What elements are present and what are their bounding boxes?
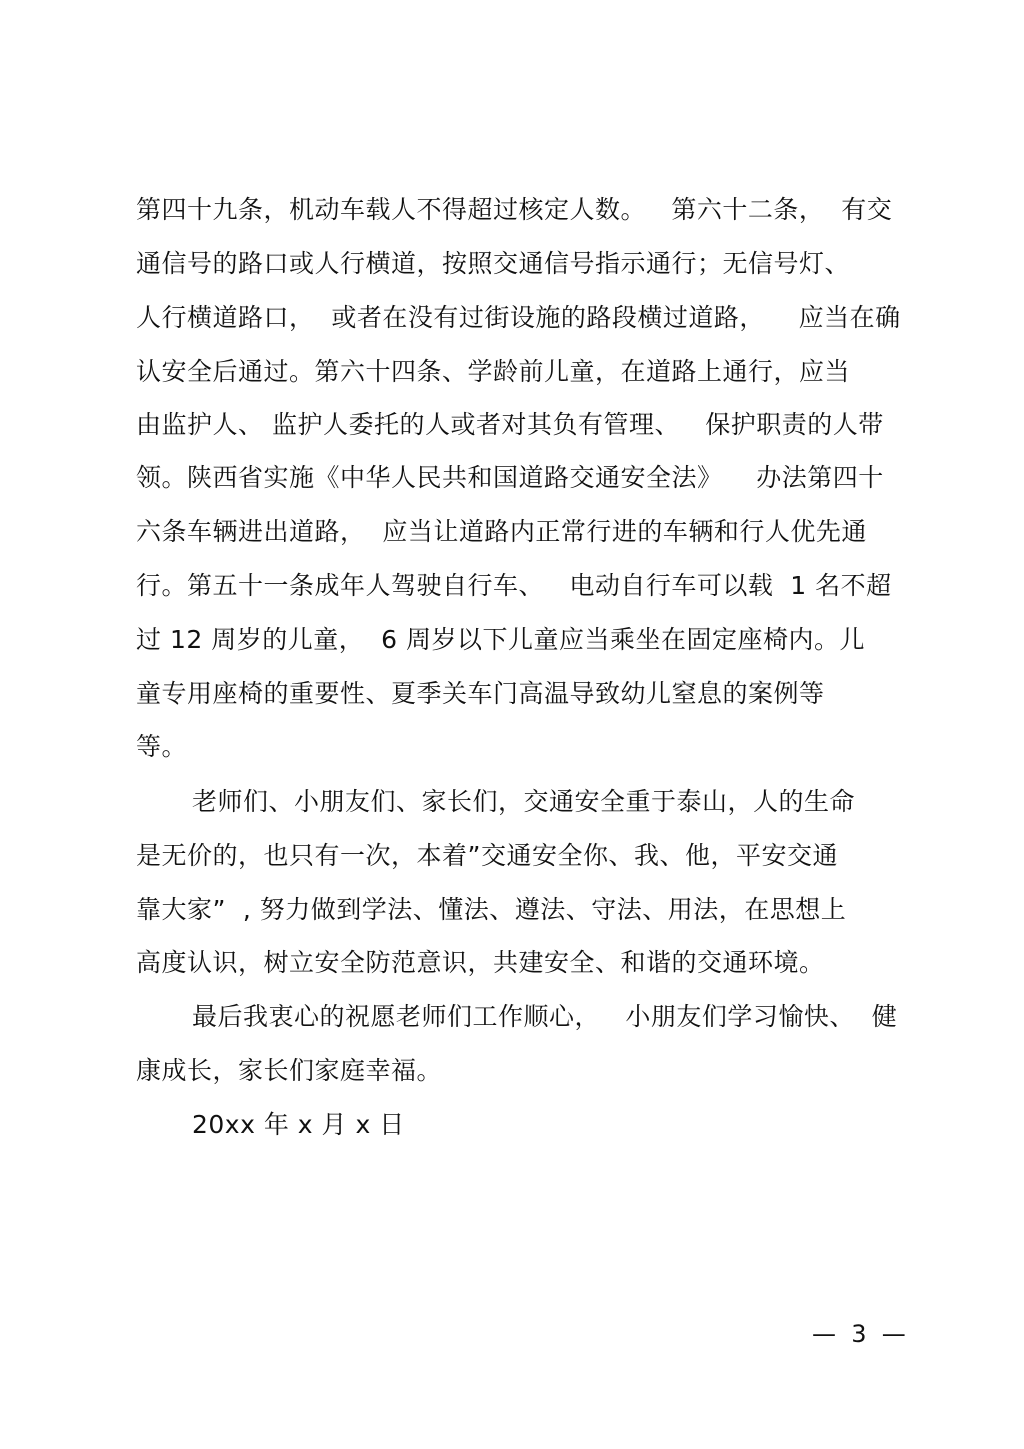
text-line-15: 高度认识，树立安全防范意识，共建安全、和谐的交通环境。 xyxy=(136,948,825,977)
date-line: 20xx 年 x 月 x 日 xyxy=(192,1110,405,1139)
text-line-8: 行。第五十一条成年人驾驶自行车、 电动自行车可以载 1 名不超 xyxy=(136,571,892,600)
text-line-3: 人行横道路口， 或者在没有过街设施的路段横过道路， 应当在确 xyxy=(136,303,901,332)
text-line-13: 是无价的，也只有一次，本着”交通安全你、我、他，平安交通 xyxy=(136,841,838,870)
text-line-9: 过 12 周岁的儿童， 6 周岁以下儿童应当乘坐在固定座椅内。儿 xyxy=(136,625,865,654)
text-line-17: 康成长，家长们家庭幸福。 xyxy=(136,1056,443,1085)
text-line-4: 认安全后通过。第六十四条、学龄前儿童，在道路上通行，应当 xyxy=(136,357,851,386)
page-number: — 3 — xyxy=(812,1320,906,1348)
text-line-11: 等。 xyxy=(136,732,188,761)
text-line-16: 最后我衷心的祝愿老师们工作顺心， 小朋友们学习愉快、 健 xyxy=(192,1002,898,1031)
text-line-14: 靠大家” , 努力做到学法、懂法、遵法、守法、用法，在思想上 xyxy=(136,895,847,924)
text-line-10: 童专用座椅的重要性、夏季关车门高温导致幼儿窒息的案例等 xyxy=(136,679,825,708)
text-line-1: 第四十九条，机动车载人不得超过核定人数。 第六十二条， 有交 xyxy=(136,195,893,224)
text-line-5: 由监护人、 监护人委托的人或者对其负有管理、 保护职责的人带 xyxy=(136,410,884,439)
text-line-6: 领。陕西省实施《中华人民共和国道路交通安全法》 办法第四十 xyxy=(136,463,884,492)
text-line-7: 六条车辆进出道路， 应当让道路内正常行进的车辆和行人优先通 xyxy=(136,517,867,546)
text-line-12: 老师们、小朋友们、家长们，交通安全重于泰山，人的生命 xyxy=(192,787,856,816)
text-line-2: 通信号的路口或人行横道，按照交通信号指示通行；无信号灯、 xyxy=(136,249,851,278)
